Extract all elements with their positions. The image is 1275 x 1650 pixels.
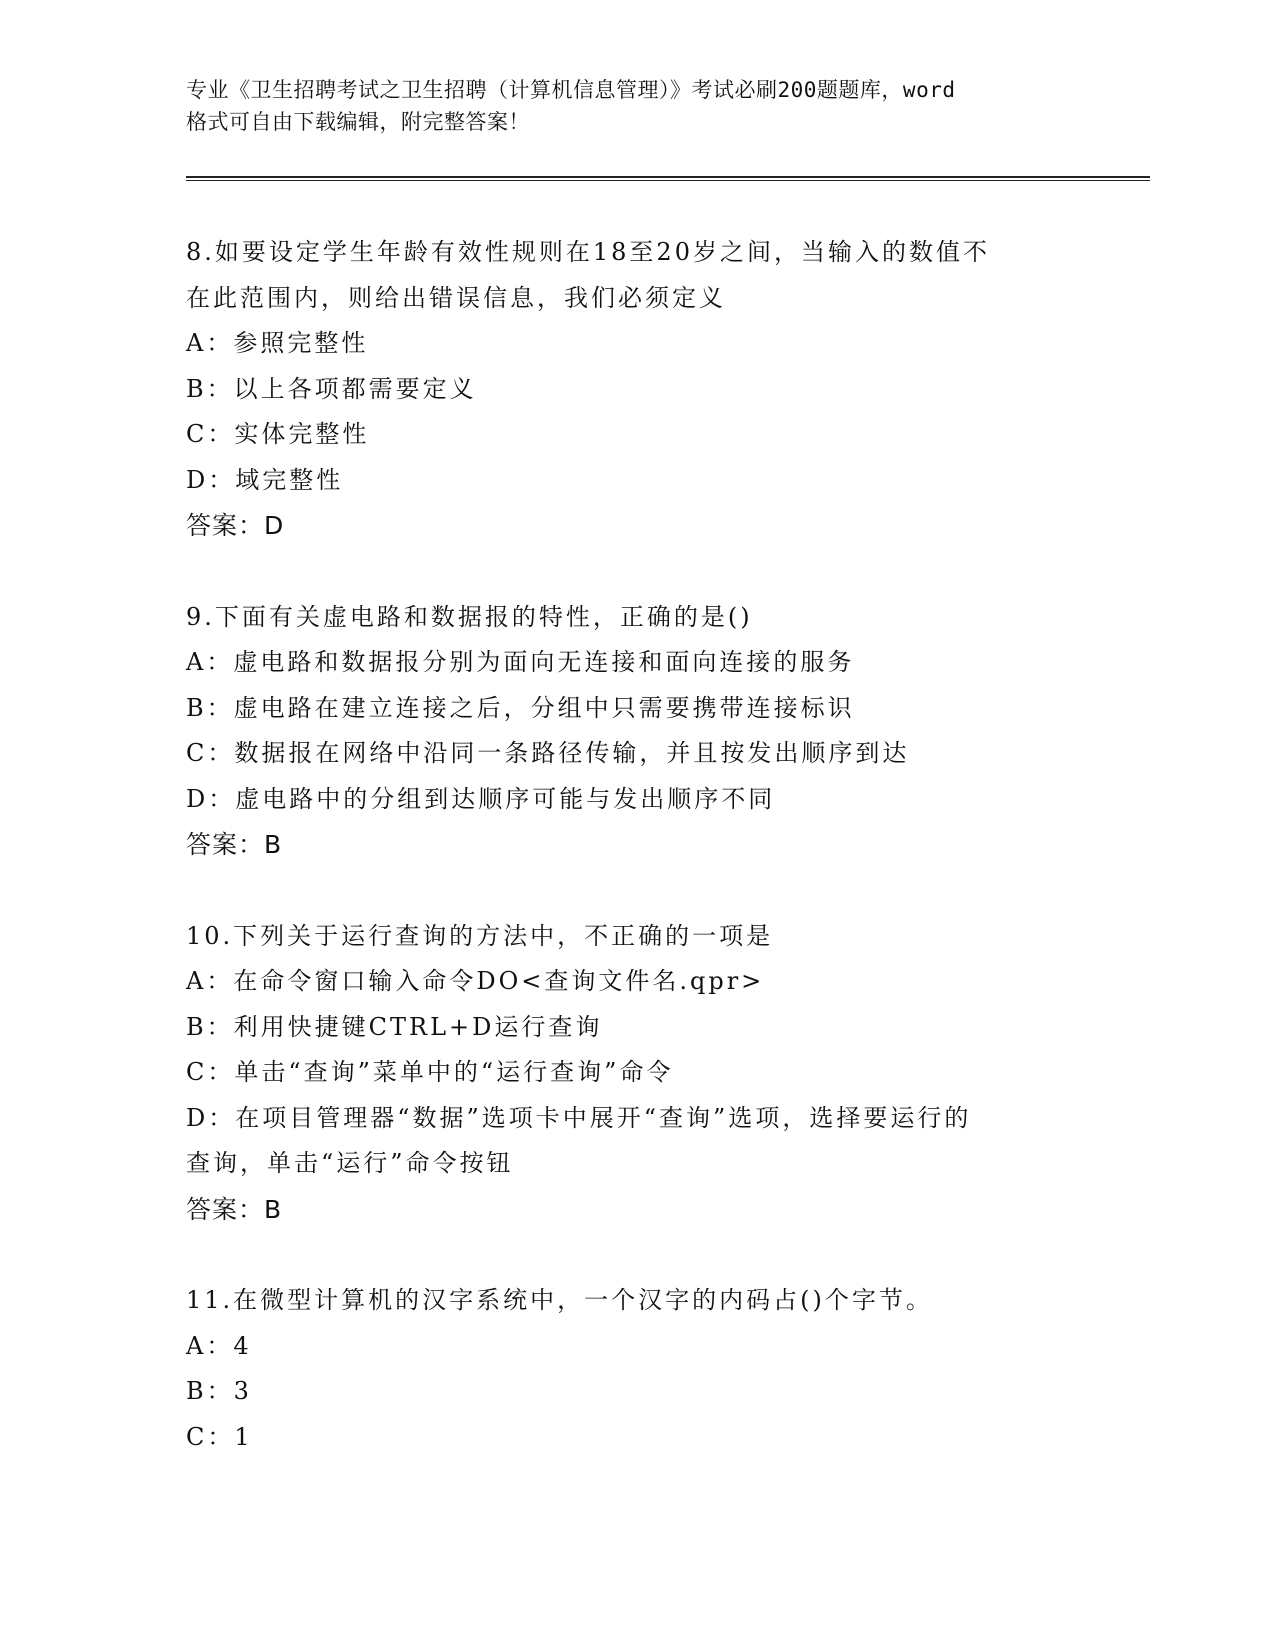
option-a: A：在命令窗口输入命令DO<查询文件名.qpr> — [186, 967, 765, 995]
option-c: C：数据报在网络中沿同一条路径传输，并且按发出顺序到达 — [186, 739, 910, 767]
document-header — [186, 74, 1086, 138]
header-line: 专业《卫生招聘考试之卫生招聘（计算机信息管理）》考试必刷200题题库，word — [186, 78, 956, 102]
question-stem: 10.下列关于运行查询的方法中，不正确的一项是 — [186, 921, 774, 950]
option-c: C：实体完整性 — [186, 420, 370, 448]
option-c: C：1 — [186, 1422, 253, 1451]
question-9 — [186, 595, 1086, 868]
option-d: D：在项目管理器“数据”选项卡中展开“查询”选项，选择要运行的 — [186, 1103, 972, 1132]
answer-text: 答案：D — [186, 511, 285, 540]
answer-text: 答案：B — [186, 830, 283, 859]
option-b: B：3 — [186, 1377, 252, 1405]
option-a: A：4 — [186, 1331, 252, 1360]
option-a: A：参照完整性 — [186, 329, 369, 357]
question-stem: 在此范围内，则给出错误信息，我们必须定义 — [186, 283, 726, 312]
question-list — [186, 230, 1086, 1506]
question-stem: 11.在微型计算机的汉字系统中，一个汉字的内码占()个字节。 — [186, 1286, 933, 1314]
option-b: B：利用快捷键CTRL+D运行查询 — [186, 1012, 603, 1041]
option-d: D：虚电路中的分组到达顺序可能与发出顺序不同 — [186, 784, 776, 813]
question-10 — [186, 914, 1086, 1233]
question-stem: 8.如要设定学生年龄有效性规则在18至20岁之间，当输入的数值不 — [186, 238, 990, 266]
option-a: A：虚电路和数据报分别为面向无连接和面向连接的服务 — [186, 648, 855, 676]
question-11 — [186, 1278, 1086, 1460]
option-c: C：单击“查询”菜单中的“运行查询”命令 — [186, 1058, 674, 1086]
header-divider — [186, 176, 1150, 181]
question-8 — [186, 230, 1086, 549]
header-line: 格式可自由下载编辑，附完整答案！ — [186, 110, 530, 134]
option-d: D：域完整性 — [186, 465, 344, 494]
option-b: B：虚电路在建立连接之后，分组中只需要携带连接标识 — [186, 693, 855, 722]
answer-text: 答案：B — [186, 1194, 283, 1224]
option-b: B：以上各项都需要定义 — [186, 374, 477, 403]
option-d-continued: 查询，单击“运行”命令按钮 — [186, 1149, 514, 1177]
question-stem: 9.下面有关虚电路和数据报的特性，正确的是() — [186, 602, 753, 631]
